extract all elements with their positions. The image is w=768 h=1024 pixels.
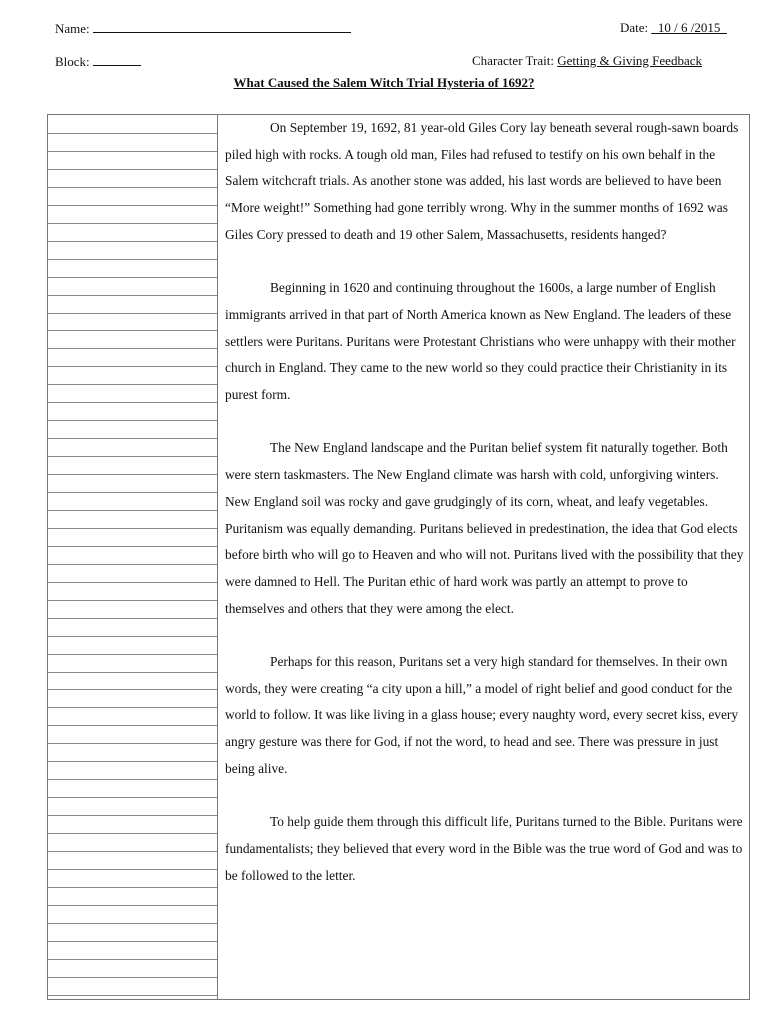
note-line — [48, 618, 217, 619]
note-line — [48, 779, 217, 780]
paragraph: On September 19, 1692, 81 year-old Giles Cory lay beneath several rough-sawn boards piled high with rocks. A tough old man, Files had refused to testify on his own behalf in the Salem witchcraft trials. As another stone was added, his last words are believed to have been “More weight!” Something had gone terribly wrong. Why in the summer months of 1692 was Giles Cory pressed to death and 19 other Salem, Massachusetts, residents hanged? — [225, 120, 739, 242]
note-line — [48, 797, 217, 798]
note-line — [48, 977, 217, 978]
note-line — [48, 905, 217, 906]
note-line — [48, 510, 217, 511]
note-line — [48, 223, 217, 224]
note-line — [48, 205, 217, 206]
note-line — [48, 600, 217, 601]
date-label: Date: — [620, 20, 649, 35]
notes-column[interactable] — [48, 115, 218, 999]
note-line — [48, 528, 217, 529]
note-line — [48, 815, 217, 816]
name-blank-line[interactable] — [93, 20, 351, 33]
note-line — [48, 295, 217, 296]
note-line — [48, 313, 217, 314]
reading-passage — [225, 115, 745, 916]
note-line — [48, 151, 217, 152]
note-line — [48, 277, 217, 278]
date-field — [620, 20, 727, 36]
note-line — [48, 833, 217, 834]
note-line — [48, 456, 217, 457]
note-line — [48, 672, 217, 673]
date-value: _10 / 6 /2015_ — [651, 20, 727, 35]
document-title: What Caused the Salem Witch Trial Hysteria of 1692? — [233, 75, 535, 90]
note-line — [48, 582, 217, 583]
name-field[interactable] — [55, 20, 351, 37]
note-line — [48, 366, 217, 367]
note-line — [48, 887, 217, 888]
note-line — [48, 725, 217, 726]
note-line — [48, 636, 217, 637]
note-line — [48, 564, 217, 565]
block-blank-line[interactable] — [93, 53, 141, 66]
character-trait — [472, 53, 702, 69]
name-label: Name: — [55, 21, 90, 36]
note-line — [48, 689, 217, 690]
note-line — [48, 438, 217, 439]
note-line — [48, 402, 217, 403]
block-field[interactable] — [55, 53, 141, 70]
note-line — [48, 330, 217, 331]
note-line — [48, 420, 217, 421]
note-line — [48, 995, 217, 996]
note-line — [48, 869, 217, 870]
paragraph: Beginning in 1620 and continuing throughout the 1600s, a large number of English immigrants arrived in that part of North America known as New England. The leaders of these settlers were Puritans. Puritans were Protestant Christians who were unhappy with their mother church in England. They came to the new world so they could practice their Christianity in its purest form. — [225, 280, 736, 403]
note-line — [48, 259, 217, 260]
note-line — [48, 707, 217, 708]
note-line — [48, 761, 217, 762]
trait-value: Getting & Giving Feedback — [557, 53, 702, 68]
note-line — [48, 654, 217, 655]
note-line — [48, 851, 217, 852]
note-line — [48, 187, 217, 188]
note-line — [48, 348, 217, 349]
note-line — [48, 959, 217, 960]
trait-label: Character Trait: — [472, 53, 554, 68]
paragraph: The New England landscape and the Puritan belief system fit naturally together. Both were stern taskmasters. The New England climate was harsh with cold, unforgiving winters. New England soil was rocky and gave grudgingly of its corn, wheat, and leafy vegetables. Puritanism was equally demanding. Puritans believed in predestination, the idea that God elects before birth who will go to Heaven and who will not. Puritans lived with the possibility that they were damned to Hell. The Puritan ethic of hard work was partly an attempt to prove to themselves and others that they were among the elect. — [225, 440, 744, 616]
note-line — [48, 241, 217, 242]
note-line — [48, 169, 217, 170]
notes-table — [47, 114, 750, 1000]
note-line — [48, 941, 217, 942]
note-line — [48, 743, 217, 744]
note-line — [48, 492, 217, 493]
paragraph: Perhaps for this reason, Puritans set a very high standard for themselves. In their own words, they were creating “a city upon a hill,” a model of right belief and good conduct for the world to follow. It was like living in a glass house; every naughty word, every secret kiss, every angry gesture was there for God, if not the word, to head and see. There was pressure in just being alive. — [225, 654, 739, 776]
note-line — [48, 923, 217, 924]
note-line — [48, 546, 217, 547]
note-line — [48, 474, 217, 475]
block-label: Block: — [55, 54, 90, 69]
note-line — [48, 384, 217, 385]
note-line — [48, 133, 217, 134]
paragraph: To help guide them through this difficult life, Puritans turned to the Bible. Puritans were fundamentalists; they believed that every word in the Bible was the true word of God and was to be followed to the letter. — [225, 814, 743, 883]
